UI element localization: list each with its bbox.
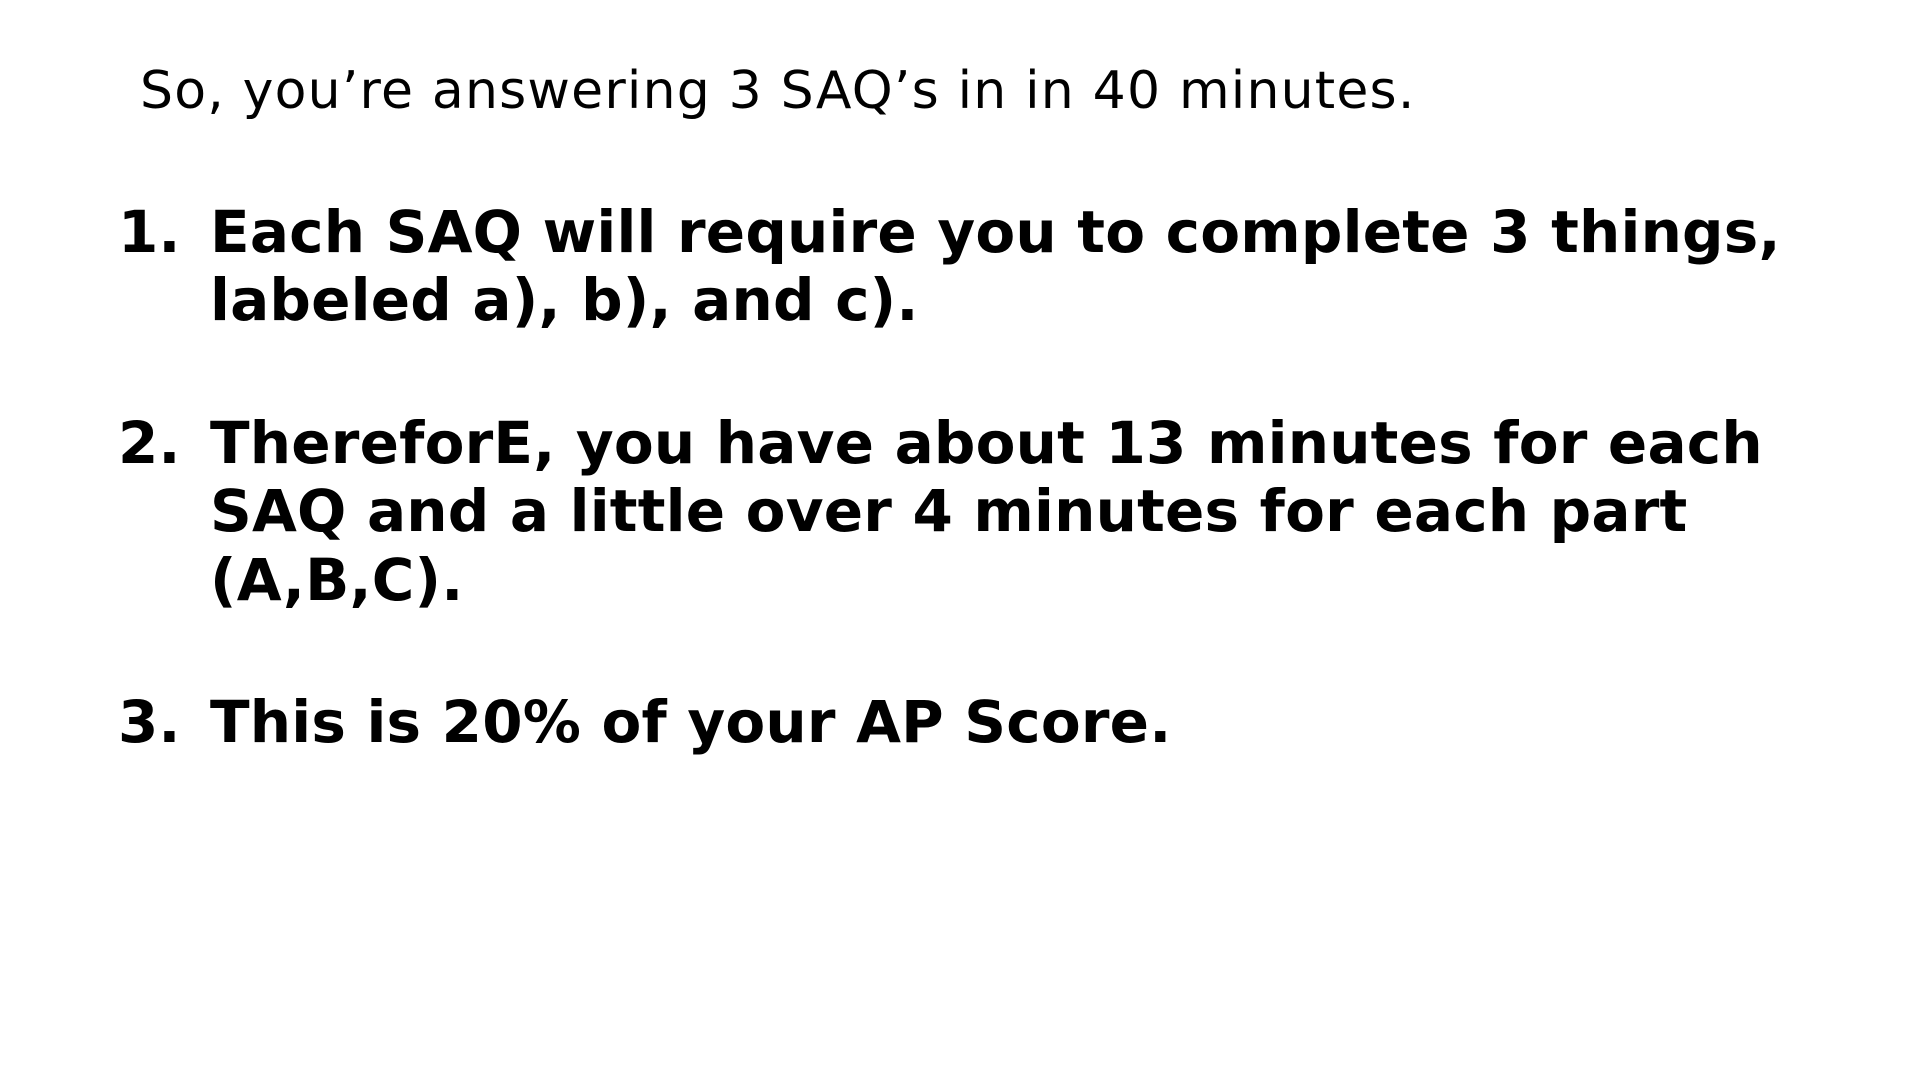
list-item-text: ThereforE, you have about 13 minutes for each SAQ and a little over 4 minutes for each part (A,B,C).	[210, 408, 1763, 614]
list-item	[118, 198, 1858, 335]
list-item-marker: 2.	[118, 408, 181, 477]
list-item-text: This is 20% of your AP Score.	[210, 688, 1172, 757]
list-item-marker: 3.	[118, 688, 181, 757]
slide-body-list	[118, 198, 1858, 757]
list-item	[118, 688, 1858, 756]
list-item	[118, 409, 1858, 614]
list-item-text: Each SAQ will require you to complete 3 things, labeled a), b), and c).	[210, 198, 1781, 335]
list-item-marker: 1.	[118, 198, 181, 266]
slide-title: So, you’re answering 3 SAQ’s in in 40 minutes.	[140, 61, 1416, 121]
